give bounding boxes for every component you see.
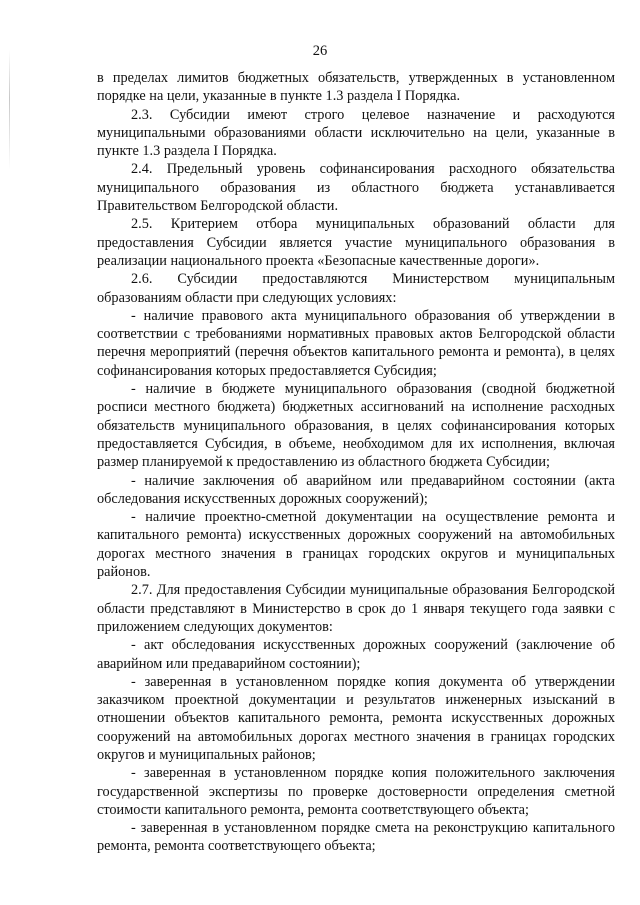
list-item-legal-act: - наличие правового акта муниципального образования об утверждении в соответствии с требованиями нормативных правовых актов Белгородской области перечня мероприятий (перечня объектов капитального ремонта и ремонта), в целях софинансирования которых предоставляется Субсидия; bbox=[97, 307, 615, 379]
list-item-emergency-conclusion: - наличие заключения об аварийном или предаварийном состоянии (акта обследования искусственных дорожных сооружений); bbox=[97, 472, 615, 507]
list-item-approval-document: - заверенная в установленном порядке копия документа об утверждении заказчиком проектной документации и результатов инженерных изысканий в отношении объектов капитального ремонта, ремонта искусственных дорожных сооружений на автомобильных дорогах местного значения в границах городских округов и муниципальных районов; bbox=[97, 673, 615, 763]
paragraph-2-5: 2.5. Критерием отбора муниципальных образований области для предоставления Субсидии является участие муниципального образования в реализации национального проекта «Безопасные качественные дороги». bbox=[97, 216, 615, 269]
list-item-estimate: - заверенная в установленном порядке смета на реконструкцию капитального ремонта, ремонта соответствующего объекта; bbox=[97, 820, 615, 855]
scan-edge-mark bbox=[9, 50, 10, 170]
paragraph-2-6: 2.6. Субсидии предоставляются Министерством муниципальным образованиям области при следующих условиях: bbox=[97, 271, 615, 306]
list-item-expertise-conclusion: - заверенная в установленном порядке копия положительного заключения государственной экспертизы по проверке достоверности определения сметной стоимости капитального ремонта, ремонта соответствующего объекта; bbox=[97, 765, 615, 818]
list-item-design-documentation: - наличие проектно-сметной документации на осуществление ремонта и капитального ремонта) искусственных дорожных сооружений на автомобильных дорогах местного значения в границах городских округов и муниципальных районов. bbox=[97, 509, 615, 581]
list-item-budget-allocations: - наличие в бюджете муниципального образования (сводной бюджетной росписи местного бюджета) бюджетных ассигнований на исполнение расходных обязательств муниципального образования, в целях софинансирования которых предоставляется Субсидия, в объеме, необходимом для их исполнения, включая размер планируемой к предоставлению из областного бюджета Субсидии; bbox=[97, 381, 615, 471]
paragraph-continuation: в пределах лимитов бюджетных обязательств, утвержденных в установленном порядке на цели, указанные в пункте 1.3 раздела I Порядка. bbox=[97, 70, 615, 105]
list-item-inspection-act: - акт обследования искусственных дорожных сооружений (заключение об аварийном или предаварийном состоянии); bbox=[97, 637, 615, 672]
page-number: 26 bbox=[312, 43, 328, 59]
document-body bbox=[97, 69, 615, 856]
paragraph-2-3: 2.3. Субсидии имеют строго целевое назначение и расходуются муниципальными образованиями области исключительно на цели, указанные в пункте 1.3 раздела I Порядка. bbox=[97, 106, 615, 160]
paragraph-2-7: 2.7. Для предоставления Субсидии муниципальные образования Белгородской области представляют в Министерство в срок до 1 января текущего года заявки с приложением следующих документов: bbox=[97, 582, 615, 635]
paragraph-2-4: 2.4. Предельный уровень софинансирования расходного обязательства муниципального образования из областного бюджета устанавливается Правительством Белгородской области. bbox=[97, 161, 615, 215]
